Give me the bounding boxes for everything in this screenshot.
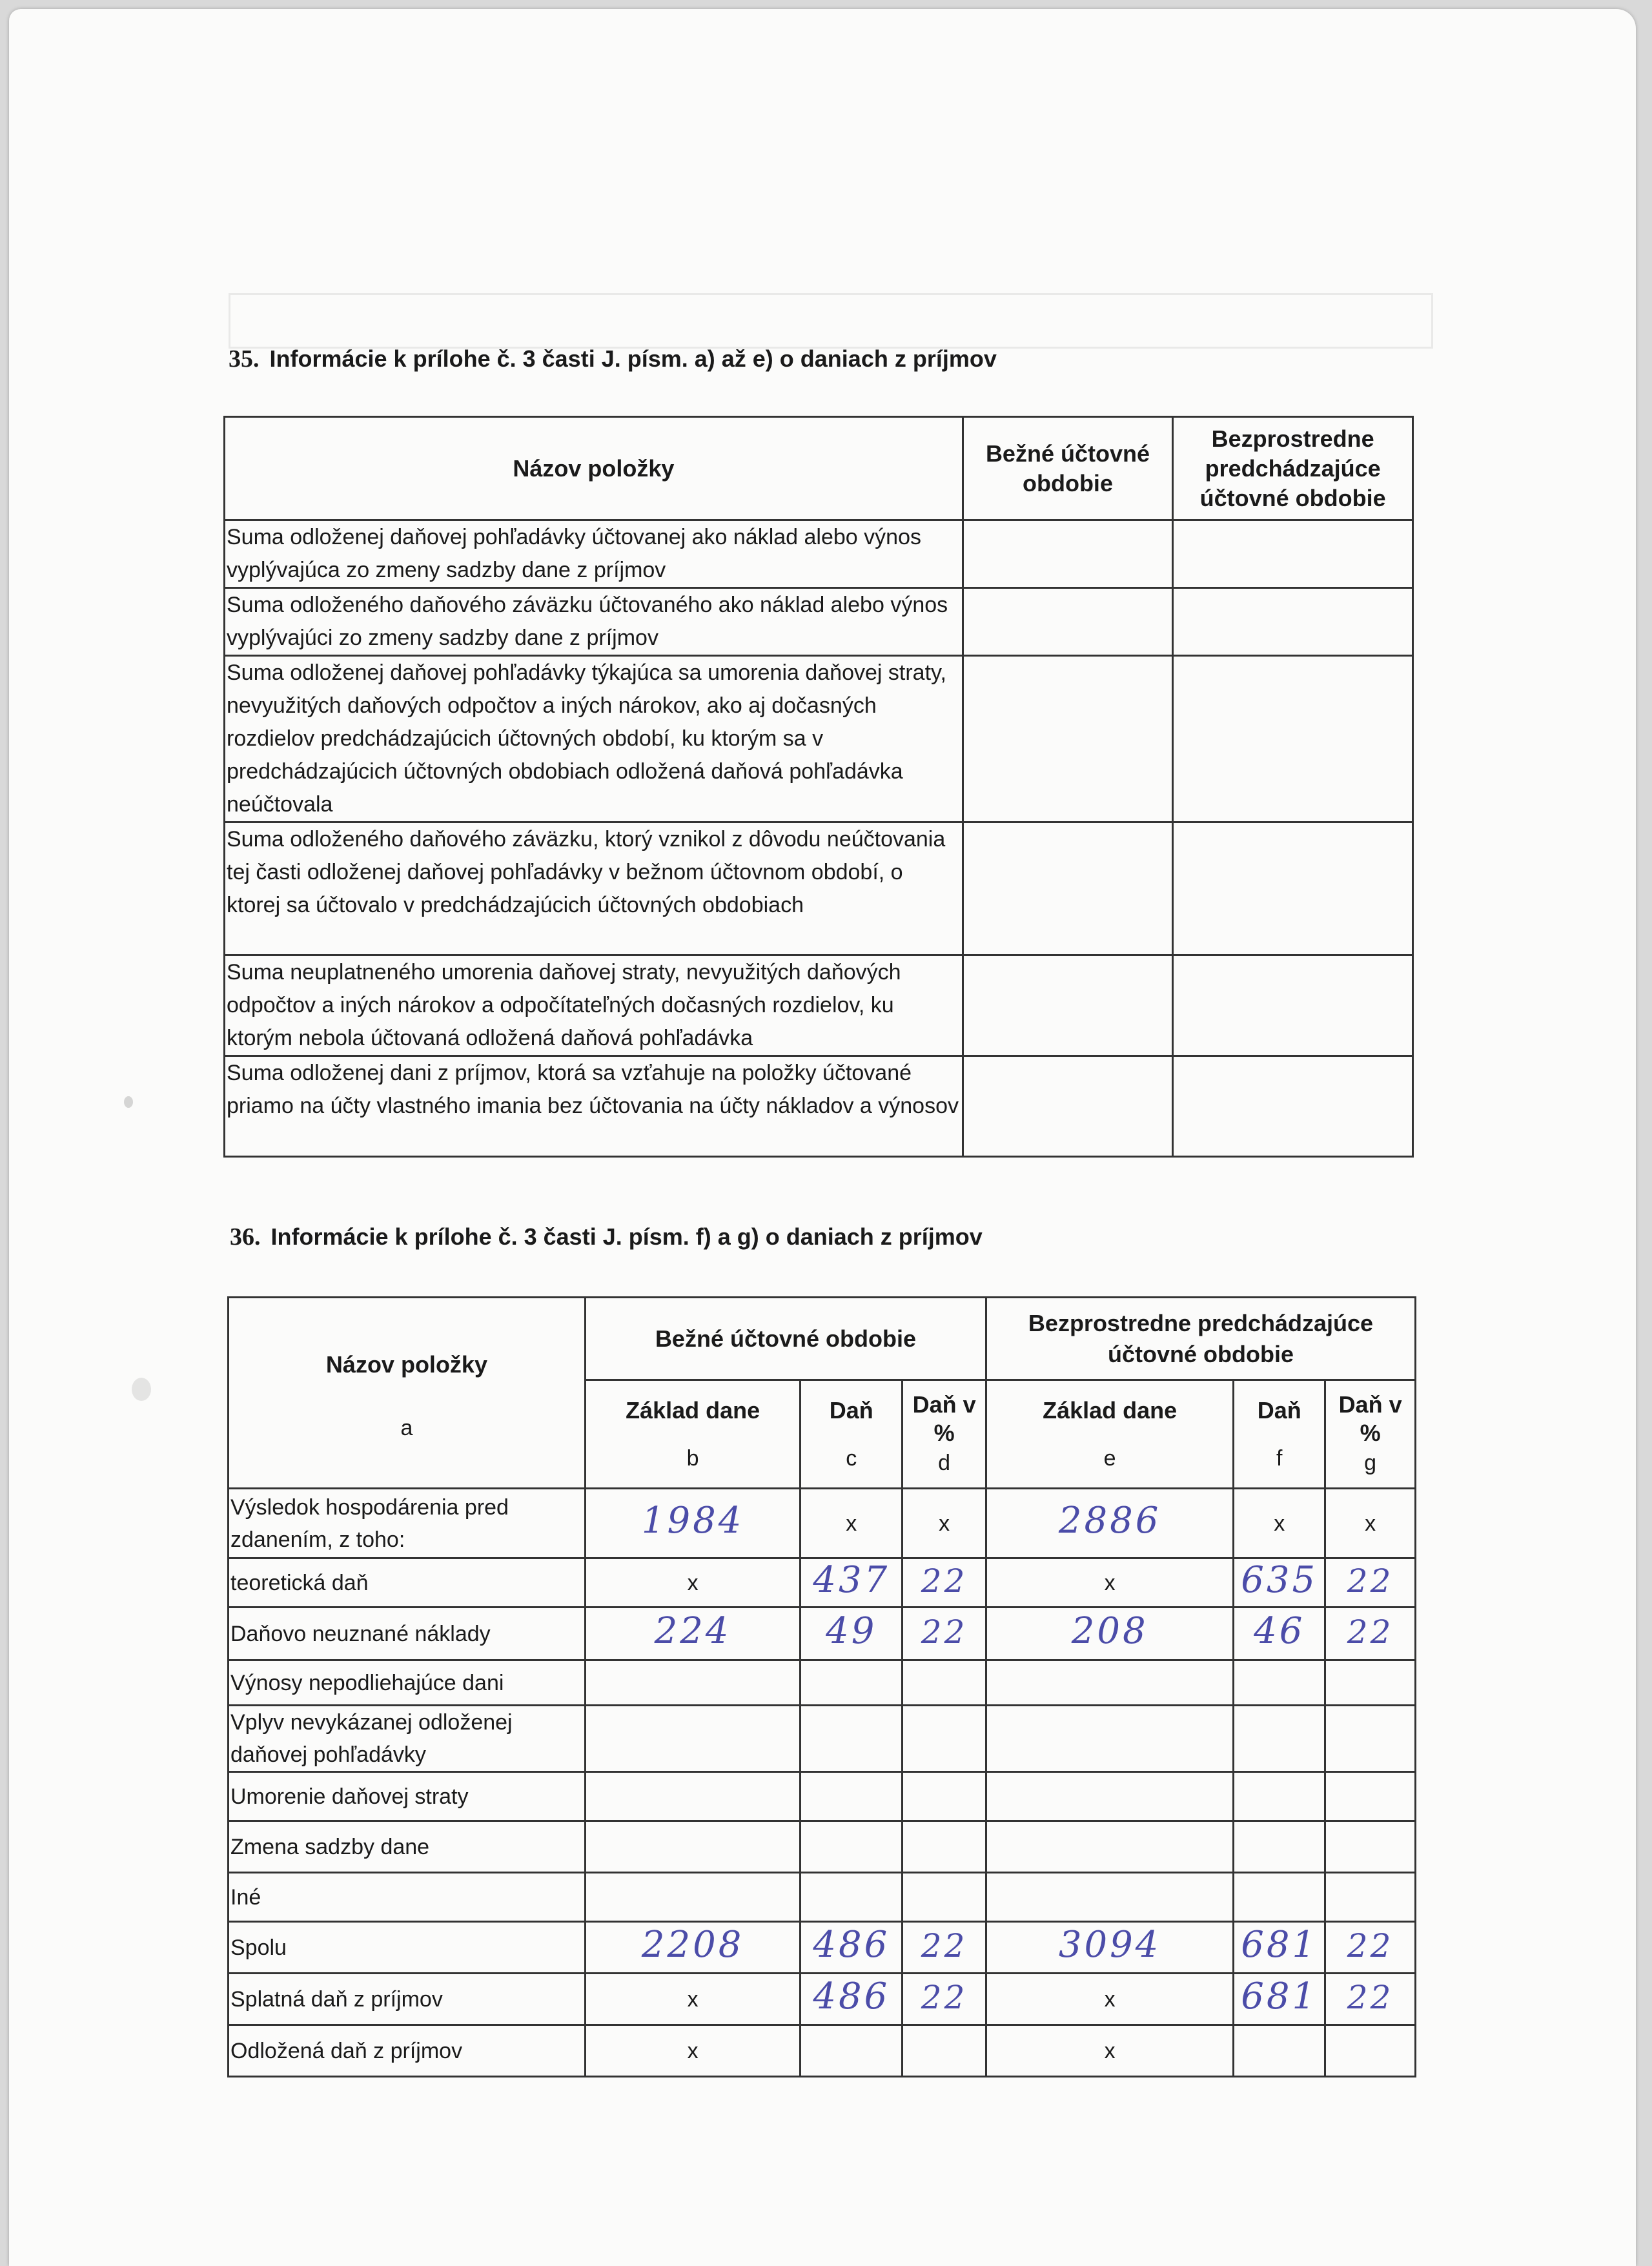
value-cell-g: [1325, 1974, 1416, 2025]
value-cell-f: [1234, 1706, 1325, 1772]
current-value-cell: [963, 656, 1173, 822]
value-cell-g: [1325, 1772, 1416, 1821]
handwritten-value: 1984: [641, 1500, 744, 1542]
value-cell-c: [801, 1873, 902, 1922]
value-cell-d: [902, 1608, 986, 1660]
row-label: Suma odloženej daňovej pohľadávky účtovanej ako náklad alebo výnos vyplývajúca zo zmeny sadzby dane z príjmov: [225, 520, 963, 588]
value-cell-d: [902, 1974, 986, 2025]
previous-value-cell: [1173, 1056, 1413, 1157]
table-row: [225, 822, 1413, 955]
table-row: [229, 1974, 1416, 2025]
column-header-item-name: Názov položky a: [229, 1298, 586, 1489]
value-cell-f: [1234, 1974, 1325, 2025]
handwritten-value: 22: [1347, 1613, 1394, 1651]
value-cell-c: [801, 1821, 902, 1873]
value-cell-b: [585, 1873, 800, 1922]
column-header-base-previous: Základ dane e: [986, 1380, 1234, 1489]
row-label: Iné: [229, 1873, 586, 1922]
column-header-base-current: Základ dane b: [585, 1380, 800, 1489]
value-cell-g: [1325, 1821, 1416, 1873]
deferred-tax-info-table: [223, 416, 1414, 1158]
row-label: Daňovo neuznané náklady: [229, 1608, 586, 1660]
value-cell-c: [801, 1558, 902, 1608]
table-row: [229, 1660, 1416, 1706]
handwritten-value: 2208: [641, 1924, 744, 1966]
row-label: Suma odloženého daňového záväzku, ktorý vznikol z dôvodu neúčtovania tej časti odloženej daňovej pohľadávky v bežnom účtovnom období, o ktorej sa účtovalo v predchádzajúcich účtovných obdobiach: [225, 822, 963, 955]
value-cell-f: [1234, 1772, 1325, 1821]
current-value-cell: [963, 588, 1173, 656]
table-row: [225, 656, 1413, 822]
table-row: [229, 1772, 1416, 1821]
value-cell-f: [1234, 2025, 1325, 2077]
value-cell-b: [585, 1821, 800, 1873]
value-cell-c: [801, 2025, 902, 2077]
value-cell-e: [986, 1821, 1234, 1873]
value-cell-c: [801, 1922, 902, 1974]
value-cell-f: x: [1234, 1489, 1325, 1558]
value-cell-d: [902, 1821, 986, 1873]
value-cell-b: x: [585, 1558, 800, 1608]
value-cell-b: [585, 1706, 800, 1772]
row-label: Umorenie daňovej straty: [229, 1772, 586, 1821]
handwritten-value: 22: [1347, 1926, 1394, 1965]
previous-value-cell: [1173, 520, 1413, 588]
value-cell-f: [1234, 1922, 1325, 1974]
value-cell-c: [801, 1706, 902, 1772]
column-header-item-name: Názov položky: [225, 417, 963, 520]
row-label: Splatná daň z príjmov: [229, 1974, 586, 2025]
row-label: Suma neuplatneného umorenia daňovej straty, nevyužitých daňových odpočtov a iných nárokov a odpočítateľných dočasných rozdielov, ku ktorým nebola účtovaná odložená daňová pohľadávka: [225, 955, 963, 1056]
row-label: teoretická daň: [229, 1558, 586, 1608]
handwritten-value: 22: [1347, 1562, 1394, 1600]
column-header-tax-current: Daň c: [801, 1380, 902, 1489]
current-value-cell: [963, 955, 1173, 1056]
column-header-tax-pct-previous: Daň v % g: [1325, 1380, 1416, 1489]
value-cell-d: [902, 1660, 986, 1706]
handwritten-value: 22: [1347, 1978, 1394, 2016]
handwritten-value: 224: [654, 1610, 731, 1652]
value-cell-b: x: [585, 2025, 800, 2077]
handwritten-value: 681: [1241, 1924, 1318, 1966]
table-row: [229, 1489, 1416, 1558]
table-row: [229, 2025, 1416, 2077]
row-label: Suma odloženej daňovej pohľadávky týkajúca sa umorenia daňovej straty, nevyužitých daňových odpočtov a iných nárokov, ako aj dočasných rozdielov predchádzajúcich účtovných období, ku ktorým sa v predchádzajúcich účtovných obdobiach odložená daňová pohľadávka neúčtovala: [225, 656, 963, 822]
handwritten-value: 22: [921, 1978, 968, 2016]
table-row: [225, 1056, 1413, 1157]
value-cell-b: [585, 1660, 800, 1706]
current-value-cell: [963, 520, 1173, 588]
value-cell-g: x: [1325, 1489, 1416, 1558]
column-header-current-period: Bežné účtovné obdobie: [963, 417, 1173, 520]
table-row: [229, 1558, 1416, 1608]
previous-value-cell: [1173, 588, 1413, 656]
value-cell-g: [1325, 1660, 1416, 1706]
section-36-heading: 36. Informácie k prílohe č. 3 časti J. písm. f) a g) o daniach z príjmov: [230, 1223, 983, 1250]
value-cell-e: [986, 1922, 1234, 1974]
row-label: Výnosy nepodliehajúce dani: [229, 1660, 586, 1706]
row-label: Zmena sadzby dane: [229, 1821, 586, 1873]
value-cell-c: [801, 1660, 902, 1706]
value-cell-d: [902, 2025, 986, 2077]
table-row: [225, 520, 1413, 588]
value-cell-b: [585, 1922, 800, 1974]
row-label: Spolu: [229, 1922, 586, 1974]
handwritten-value: 22: [921, 1562, 968, 1600]
value-cell-d: [902, 1922, 986, 1974]
value-cell-c: x: [801, 1489, 902, 1558]
value-cell-e: x: [986, 1974, 1234, 2025]
handwritten-value: 635: [1241, 1559, 1318, 1601]
value-cell-f: [1234, 1873, 1325, 1922]
table-row: [229, 1608, 1416, 1660]
document-page: [9, 9, 1636, 2266]
table-row: [229, 1922, 1416, 1974]
handwritten-value: 437: [813, 1559, 890, 1601]
value-cell-f: [1234, 1608, 1325, 1660]
handwritten-value: 208: [1071, 1610, 1148, 1652]
value-cell-d: [902, 1873, 986, 1922]
table-row: [225, 588, 1413, 656]
table-row: [229, 1873, 1416, 1922]
value-cell-e: [986, 1706, 1234, 1772]
value-cell-e: [986, 1489, 1234, 1558]
handwritten-value: 22: [921, 1613, 968, 1651]
value-cell-b: x: [585, 1974, 800, 2025]
row-label: Suma odloženého daňového záväzku účtovaného ako náklad alebo výnos vyplývajúci zo zmeny sadzby dane z príjmov: [225, 588, 963, 656]
row-label: Vplyv nevykázanej odloženej daňovej pohľadávky: [229, 1706, 586, 1772]
value-cell-e: [986, 1608, 1234, 1660]
value-cell-f: [1234, 1660, 1325, 1706]
column-header-previous-period: Bezprostredne predchádzajúce účtovné obdobie: [1173, 417, 1413, 520]
column-header-tax-pct-current: Daň v % d: [902, 1380, 986, 1489]
value-cell-c: [801, 1974, 902, 2025]
section-35-heading: 35. Informácie k prílohe č. 3 časti J. písm. a) až e) o daniach z príjmov: [229, 345, 997, 373]
value-cell-d: [902, 1772, 986, 1821]
scan-speck: [124, 1096, 133, 1108]
column-header-tax-previous: Daň f: [1234, 1380, 1325, 1489]
value-cell-b: [585, 1608, 800, 1660]
value-cell-g: [1325, 1608, 1416, 1660]
table-row: [229, 1821, 1416, 1873]
value-cell-e: x: [986, 1558, 1234, 1608]
handwritten-value: 486: [813, 1975, 890, 2017]
value-cell-d: [902, 1558, 986, 1608]
handwritten-value: 49: [826, 1610, 877, 1652]
bleed-through-table: [229, 293, 1433, 349]
handwritten-value: 3094: [1058, 1924, 1161, 1966]
value-cell-e: [986, 1660, 1234, 1706]
scan-speck: [132, 1378, 151, 1401]
value-cell-e: x: [986, 2025, 1234, 2077]
income-tax-reconciliation-table: [227, 1296, 1416, 2077]
value-cell-g: [1325, 1922, 1416, 1974]
row-label: Výsledok hospodárenia pred zdanením, z toho:: [229, 1489, 586, 1558]
column-group-previous-period: Bezprostredne predchádzajúce účtovné obdobie: [986, 1298, 1416, 1380]
column-group-current-period: Bežné účtovné obdobie: [585, 1298, 986, 1380]
row-label: Suma odloženej dani z príjmov, ktorá sa vzťahuje na položky účtované priamo na účty vlastného imania bez účtovania na účty nákladov a výnosov: [225, 1056, 963, 1157]
value-cell-g: [1325, 1558, 1416, 1608]
value-cell-c: [801, 1772, 902, 1821]
table-row: [229, 1706, 1416, 1772]
value-cell-b: [585, 1772, 800, 1821]
previous-value-cell: [1173, 955, 1413, 1056]
value-cell-g: [1325, 2025, 1416, 2077]
table-row: [225, 955, 1413, 1056]
previous-value-cell: [1173, 656, 1413, 822]
value-cell-e: [986, 1772, 1234, 1821]
value-cell-d: [902, 1706, 986, 1772]
row-label: Odložená daň z príjmov: [229, 2025, 586, 2077]
value-cell-b: [585, 1489, 800, 1558]
handwritten-value: 2886: [1058, 1500, 1161, 1542]
handwritten-value: 22: [921, 1926, 968, 1965]
value-cell-d: x: [902, 1489, 986, 1558]
value-cell-e: [986, 1873, 1234, 1922]
value-cell-f: [1234, 1558, 1325, 1608]
value-cell-c: [801, 1608, 902, 1660]
handwritten-value: 486: [813, 1924, 890, 1966]
value-cell-f: [1234, 1821, 1325, 1873]
handwritten-value: 46: [1254, 1610, 1305, 1652]
current-value-cell: [963, 822, 1173, 955]
current-value-cell: [963, 1056, 1173, 1157]
handwritten-value: 681: [1241, 1975, 1318, 2017]
value-cell-g: [1325, 1873, 1416, 1922]
value-cell-g: [1325, 1706, 1416, 1772]
previous-value-cell: [1173, 822, 1413, 955]
